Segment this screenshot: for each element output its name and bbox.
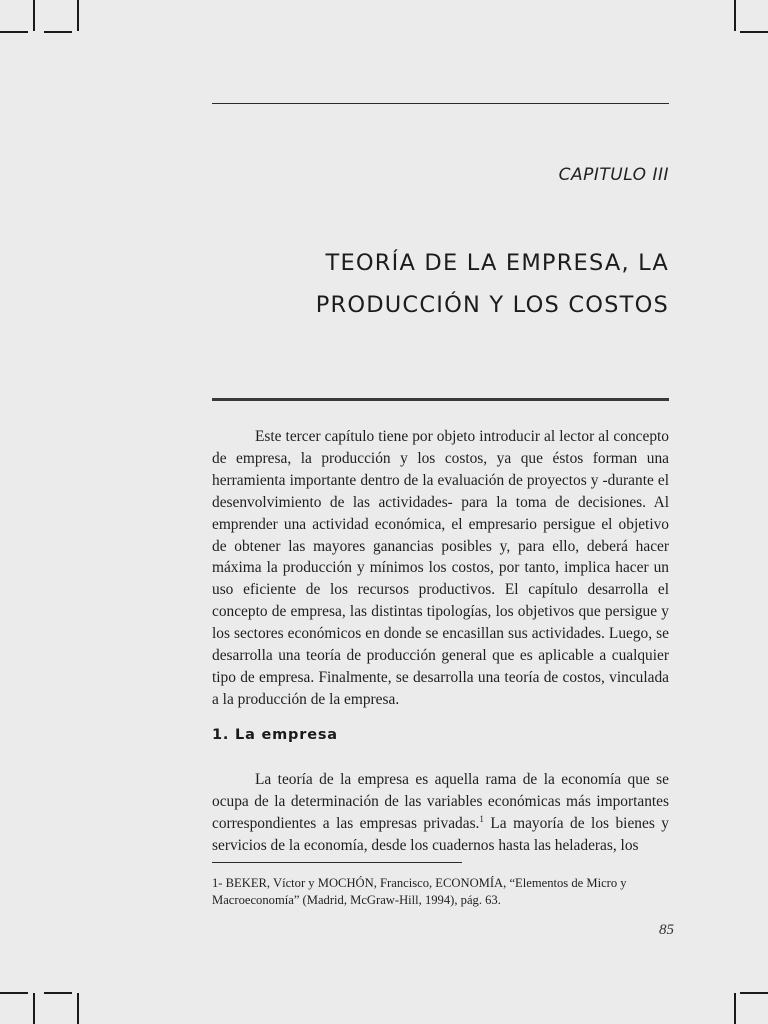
crop-mark-bottom-left-h2 (44, 992, 72, 994)
chapter-title-line-2: PRODUCCIÓN Y LOS COSTOS (315, 292, 669, 318)
crop-mark-bottom-left-v2 (77, 993, 79, 1024)
crop-mark-bottom-left-h (0, 992, 28, 994)
crop-mark-bottom-left-v1 (33, 993, 35, 1024)
footnote-separator (212, 862, 462, 863)
crop-mark-top-right-h (740, 31, 768, 33)
section-heading: 1. La empresa (212, 727, 338, 743)
section-paragraph (212, 769, 669, 857)
crop-mark-top-left-v1 (33, 0, 35, 31)
title-divider (212, 398, 669, 401)
crop-mark-top-left-h (0, 31, 28, 33)
crop-mark-top-left-h2 (44, 31, 72, 33)
crop-mark-bottom-right-h (740, 992, 768, 994)
section-paragraph-part-1: La teoría de la empresa es aquella rama de la economía que se ocupa de la determinación de las variables económicas más importantes correspondientes a las empresas privadas. (212, 771, 669, 832)
chapter-label: CAPITULO III (558, 165, 669, 185)
chapter-title-line-1: TEORÍA DE LA EMPRESA, LA (325, 250, 669, 276)
crop-mark-top-right-v1 (734, 0, 736, 31)
section-paragraph-part-2: La mayoría de los bienes y servicios de la economía, desde los cuadernos hasta las heladeras, los (212, 815, 669, 854)
intro-paragraph: Este tercer capítulo tiene por objeto introducir al lector al concepto de empresa, la producción y los costos, ya que éstos forman una herramienta importante dentro de la evaluación de proyectos y -durante el desenvolvimiento de las actividades- para la toma de decisiones. Al emprender una actividad económica, el empresario persigue el objetivo de obtener las mayores ganancias posibles y, para ello, deberá hacer máxima la producción y mínimos los costos, por tanto, implica hacer un uso eficiente de los recursos productivos. El capítulo desarrolla el concepto de empresa, las distintas tipologías, los objetivos que persigue y los sectores económicos en donde se encasillan sus actividades. Luego, se desarrolla una teoría de producción general que es aplicable a cualquier tipo de empresa. Finalmente, se desarrolla una teoría de costos, vinculada a la producción de la empresa. (212, 428, 669, 708)
footnote-reference[interactable]: 1 (479, 814, 484, 824)
top-rule (212, 103, 669, 104)
crop-mark-bottom-right-v1 (734, 993, 736, 1024)
chapter-title (229, 242, 669, 326)
footnote: 1- BEKER, Víctor y MOCHÓN, Francisco, ECONOMÍA, “Elementos de Micro y Macroeconomía” (Madrid, McGraw-Hill, 1994), pág. 63. (212, 876, 627, 907)
page-number: 85 (659, 922, 674, 938)
crop-mark-top-left-v2 (77, 0, 79, 31)
